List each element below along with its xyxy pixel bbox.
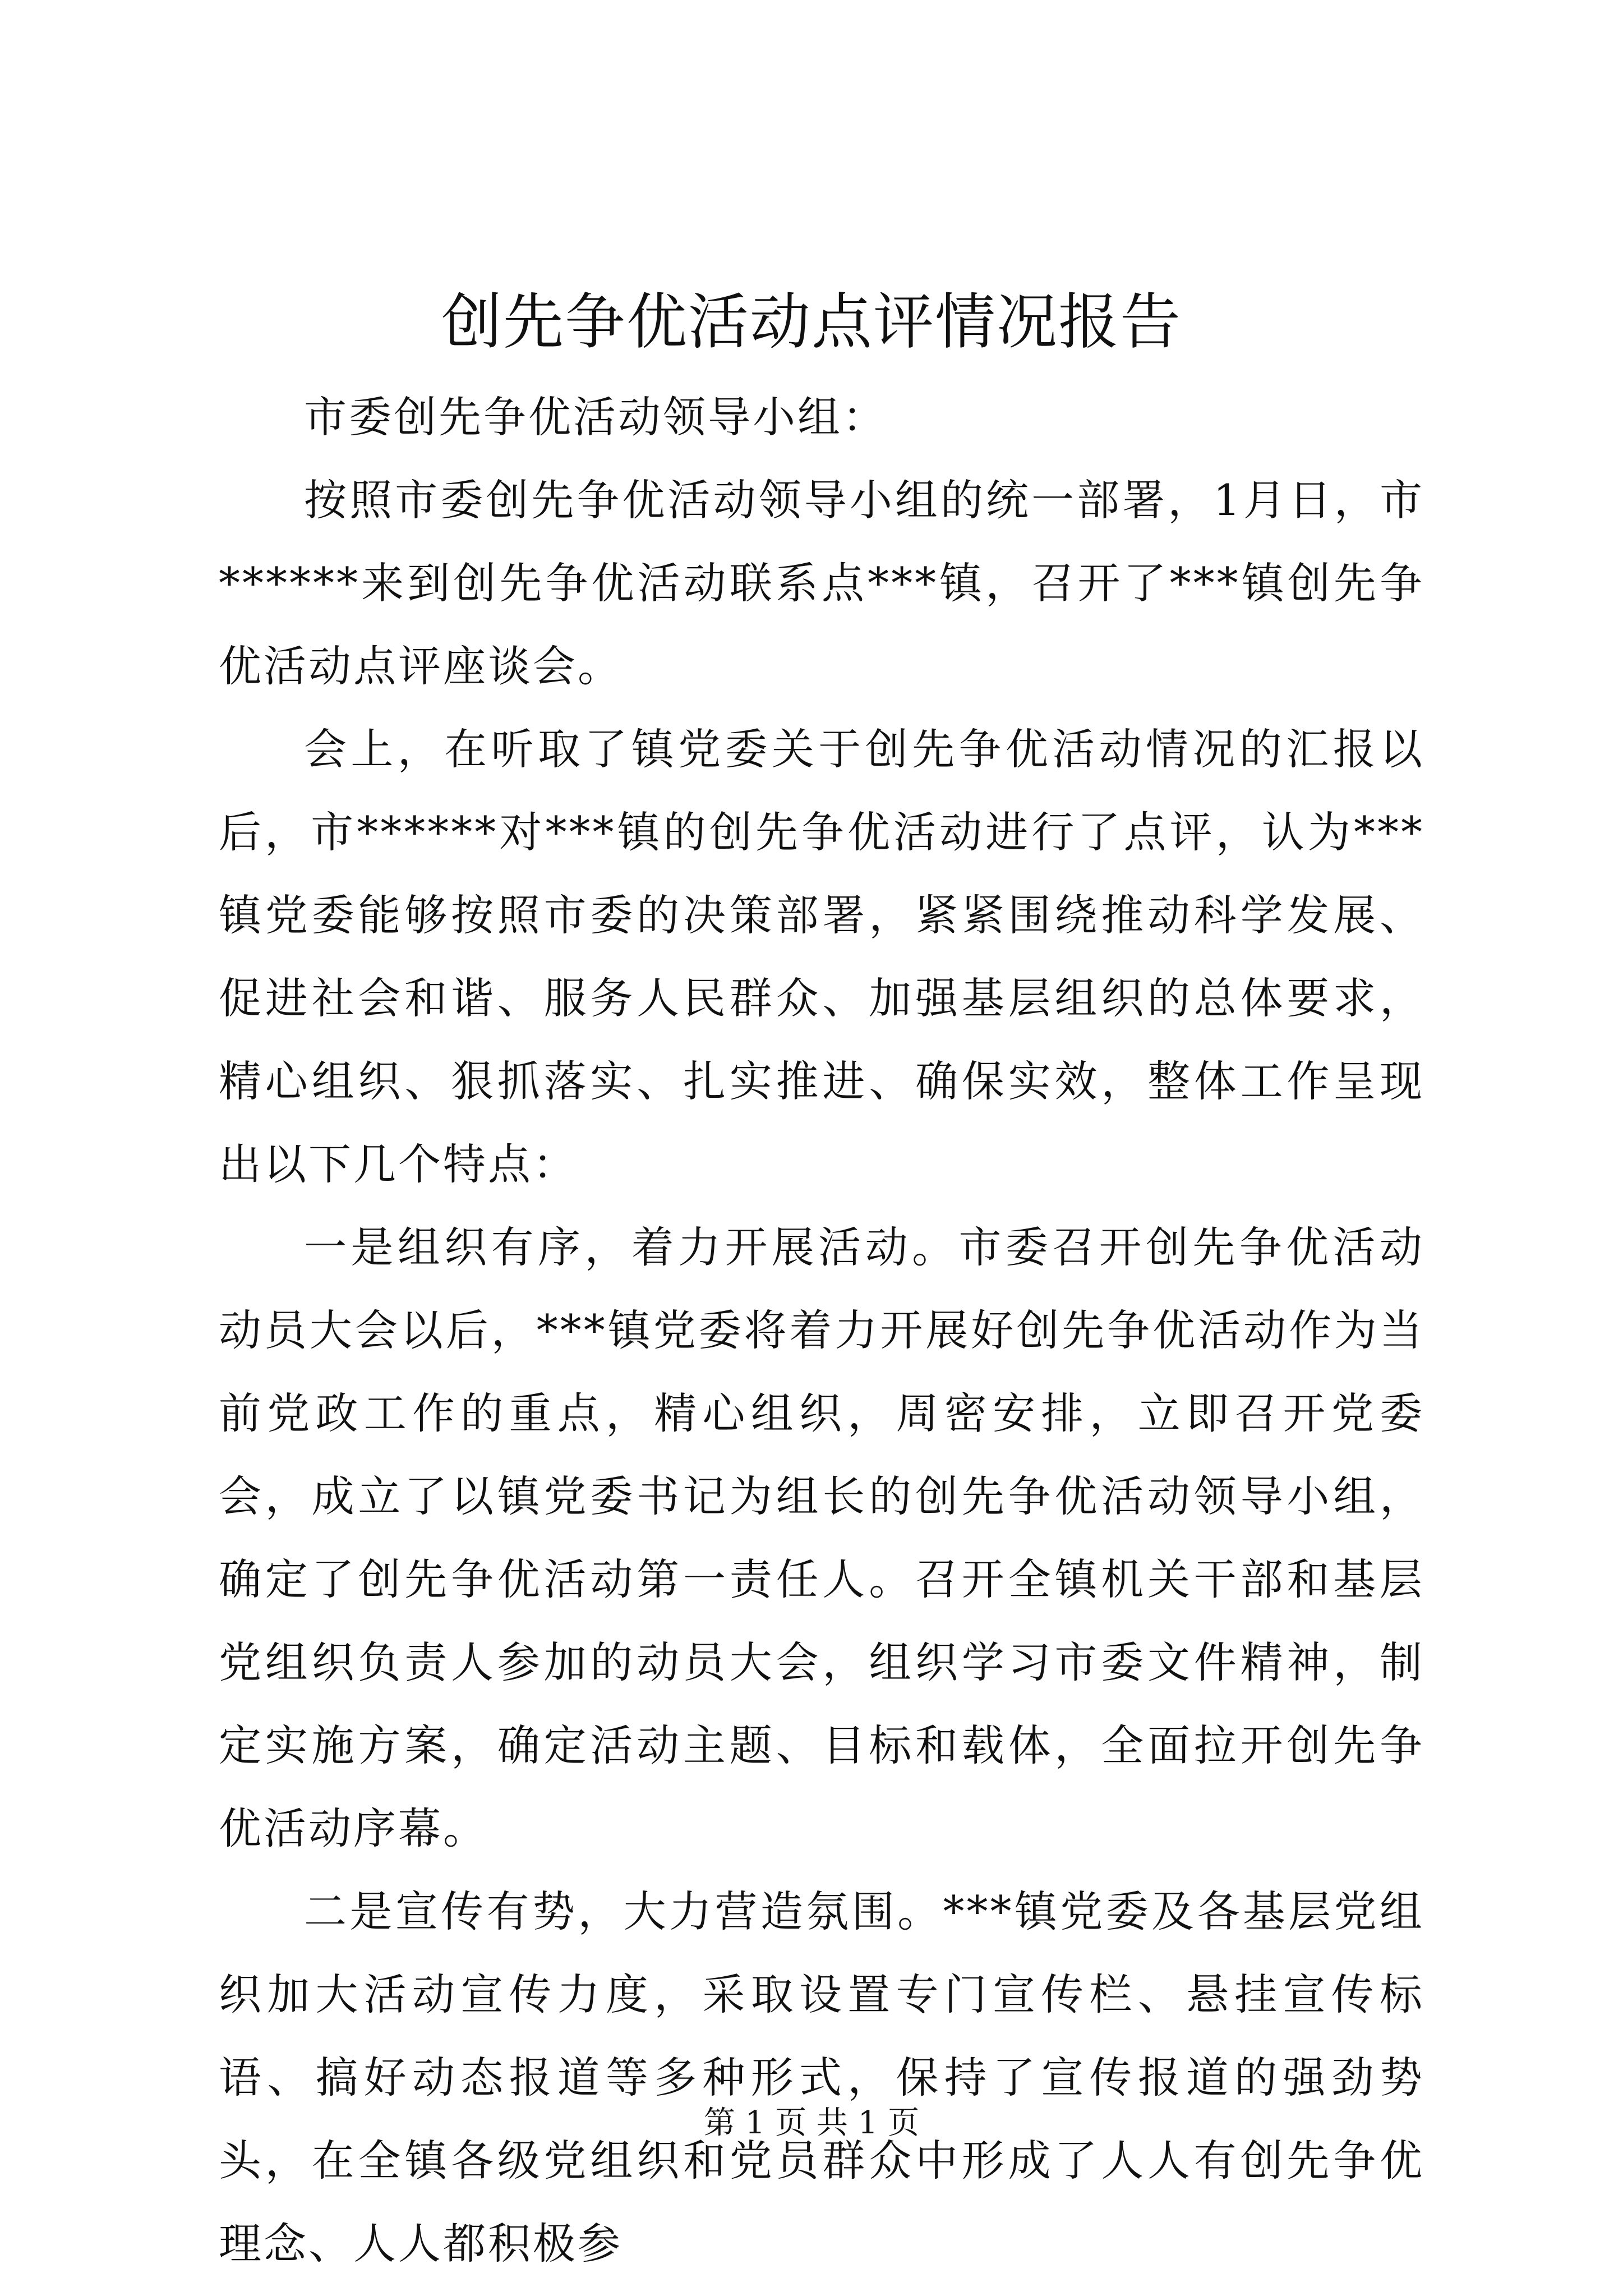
document-body [219, 376, 1424, 2285]
page-footer: 第 1 页 共 1 页 [703, 2105, 920, 2141]
salutation-paragraph: 市委创先争优活动领导小组： [304, 392, 887, 442]
document-title: 创先争优活动点评情况报告 [441, 287, 1182, 357]
body-paragraph-4: 二是宣传有势，大力营造氛围。***镇党委及各基层党组织加大活动宣传力度，采取设置专门宣传栏、悬挂宣传标语、搞好动态报道等多种形式，保持了宣传报道的强劲势头，在全镇各级党组织和党员群众中形成了人人有创先争优理念、人人都积极参 [219, 1887, 1424, 2269]
body-paragraph-2: 会上，在听取了镇党委关于创先争优活动情况的汇报以后，市******对***镇的创先争优活动进行了点评，认为***镇党委能够按照市委的决策部署，紧紧围绕推动科学发展、促进社会和谐、服务人民群众、加强基层组织的总体要求，精心组织、狠抓落实、扎实推进、确保实效，整体工作呈现出以下几个特点： [219, 724, 1424, 1189]
body-paragraph-1: 按照市委创先争优活动领导小组的统一部署，1月日，市******来到创先争优活动联系点***镇，召开了***镇创先争优活动点评座谈会。 [219, 475, 1424, 691]
body-paragraph-3: 一是组织有序，着力开展活动。市委召开创先争优活动动员大会以后，***镇党委将着力开展好创先争优活动作为当前党政工作的重点，精心组织，周密安排，立即召开党委会，成立了以镇党委书记为组长的创先争优活动领导小组，确定了创先争优活动第一责任人。召开全镇机关干部和基层党组织负责人参加的动员大会，组织学习市委文件精神，制定实施方案，确定活动主题、目标和载体，全面拉开创先争优活动序幕。 [219, 1222, 1424, 1853]
